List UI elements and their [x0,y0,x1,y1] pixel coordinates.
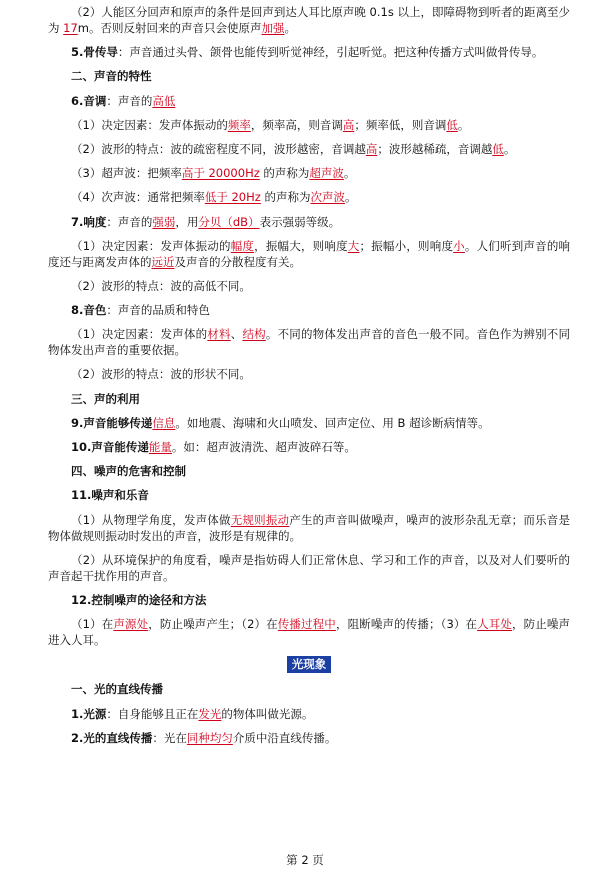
item-title: 9.声音能够传递 [71,415,153,430]
text-run: 。 [284,21,296,35]
key-term: 频率 [227,117,251,132]
key-term: 低 [492,141,504,156]
key-term: 高于 20000Hz [181,166,260,181]
text-run: ；振幅小，则响度 [359,238,454,253]
paragraph [48,487,570,503]
key-term: 信息 [152,415,176,430]
text-run: 。人们听到声音的响度还与距离发声体的 [48,238,571,269]
paragraph [48,189,570,205]
key-term: 低 [446,117,458,132]
page-number: 第 2 页 [286,853,324,867]
key-term: 发光 [198,706,222,721]
text-run: ，阻断噪声的传播；（3）在 [335,617,478,632]
text-run: （1）决定因素：发声体振动的 [71,238,231,253]
paragraph [48,93,570,109]
section-subheading [48,68,570,84]
text-run: （2）人能区分回声和原声的条件是回声到达人耳比原声晚 0.1s 以上，即障碍物到听者的距离至少为 [48,5,570,35]
paragraph [48,238,570,270]
text-run: （2）波形的特点：波的形状不同。 [71,367,251,382]
key-term: 次声波 [310,190,345,205]
paragraph [48,278,570,294]
text-run: 一、光的直线传播 [71,682,163,697]
paragraph [48,512,570,544]
key-term: 强弱 [152,214,176,229]
paragraph [48,326,570,358]
section-subheading [48,391,570,407]
text-run: 。如：超声波清洗、超声波碎石等。 [171,440,356,454]
text-run: ：光在 [152,730,187,745]
key-term: 小 [453,238,465,253]
key-term: 幅度 [230,238,255,253]
paragraph [48,706,570,722]
text-run: 二、声音的特性 [71,69,152,84]
item-title: 10.声音能传递 [71,440,149,454]
paragraph [48,616,570,648]
paragraph [48,552,570,584]
text-run: ，用 [175,214,199,229]
item-title: 12.控制噪声的途径和方法 [71,592,207,607]
text-run: 表示强弱等级。 [259,214,341,229]
text-run: m [77,21,89,35]
paragraph [48,415,570,431]
key-term: 高 [342,117,355,132]
text-run: 产生的声音叫做噪声，噪声的波形杂乱无章；而乐音是物体做规则振动时发出的声音，波形是有规律的。 [48,512,571,543]
text-run: 。否则反射回来的声音只会使原声 [89,21,262,35]
text-run: 及声音的分散程度有关。 [174,254,301,269]
paragraph [48,117,570,133]
item-title: 8.音色 [71,303,107,318]
text-run: ，防止噪声进入人耳。 [48,617,571,648]
key-term: 材料 [207,327,231,342]
text-run: 。不同的物体发出声音的音色一般不同。音色作为辨别不同物体发出声音的重要依据。 [48,327,571,358]
text-run: （2）波形的特点：波的高低不同。 [71,278,251,293]
item-title: 2.光的直线传播 [71,730,153,745]
paragraph [48,439,570,455]
text-run: 的物体叫做光源。 [221,706,314,721]
text-run: （1）决定因素：发声体的 [71,327,208,342]
key-term: 17 [63,21,78,35]
key-term: 高 [365,141,378,156]
text-run: 的声称为 [259,166,310,181]
paragraph [48,592,570,608]
item-title: 5.骨传导 [71,45,118,60]
text-run: 的声称为 [260,190,311,205]
document-body [48,4,570,746]
paragraph [48,366,570,382]
text-run: （2）从环境保护的角度看，噪声是指妨碍人们正常休息、学习和工作的声音，以及对人们要听的声音起干扰作用的声音。 [48,552,570,583]
key-term: 加强 [261,21,285,35]
text-run: 三、声的利用 [71,391,140,406]
text-run: ：声音的 [106,93,153,108]
section-heading: 光现象 [287,656,332,673]
text-run: 四、噪声的危害和控制 [71,464,186,479]
text-run: （4）次声波：通常把频率 [71,190,205,205]
text-run: （2）波形的特点：波的疏密程度不同，波形越密，音调越 [71,141,366,156]
text-run: ，频率高，则音调 [250,117,343,132]
item-title: 6.音调 [71,93,107,108]
paragraph [48,165,570,181]
key-term: 高低 [152,93,176,108]
key-term: 传播过程中 [277,617,336,632]
paragraph [48,214,570,230]
text-run: （1）在 [71,617,114,632]
text-run: 。如地震、海啸和火山喷发、回声定位、用 B 超诊断病情等。 [175,415,490,430]
key-term: 低于 20Hz [204,190,261,205]
text-run: ：声音通过头骨、颌骨也能传到听觉神经，引起听觉。把这种传播方式叫做骨传导。 [117,45,544,60]
paragraph [48,141,570,157]
text-run: ：自身能够且正在 [106,706,199,721]
text-run: ；频率低，则音调 [354,117,447,132]
text-run: 。 [344,190,357,205]
key-term: 结构 [242,327,266,342]
paragraph [48,730,570,746]
key-term: 远近 [151,254,175,269]
text-run: 介质中沿直线传播。 [232,730,337,745]
key-term: 大 [347,238,360,253]
section-heading-wrap [48,656,570,673]
key-term: 无规则振动 [230,512,290,527]
text-run: 。 [503,141,516,156]
key-term: 能量 [148,440,172,454]
text-run: ，防止噪声产生；（2）在 [148,617,278,632]
text-run: ，振幅大，则响度 [254,238,348,253]
text-run: （1）决定因素：发声体振动的 [71,117,228,132]
key-term: 分贝（dB） [198,214,260,229]
text-run: ：声音的品质和特色 [106,303,210,318]
text-run: （3）超声波：把频率 [71,166,182,181]
text-run: ：声音的 [106,214,153,229]
key-term: 声源处 [113,617,149,632]
paragraph [48,302,570,318]
section-subheading [48,681,570,697]
section-subheading [48,463,570,479]
item-title: 11.噪声和乐音 [71,488,149,503]
paragraph [48,4,570,36]
paragraph [48,44,570,60]
text-run: （1）从物理学角度，发声体做 [71,512,231,527]
item-title: 1.光源 [71,706,107,721]
text-run: 。 [457,117,470,132]
key-term: 同种均匀 [186,730,233,745]
key-term: 超声波 [309,166,344,181]
text-run: 、 [230,327,243,342]
text-run: 。 [343,166,356,181]
item-title: 7.响度 [71,214,107,229]
text-run: ；波形越稀疏，音调越 [377,141,493,156]
key-term: 人耳处 [477,617,513,632]
